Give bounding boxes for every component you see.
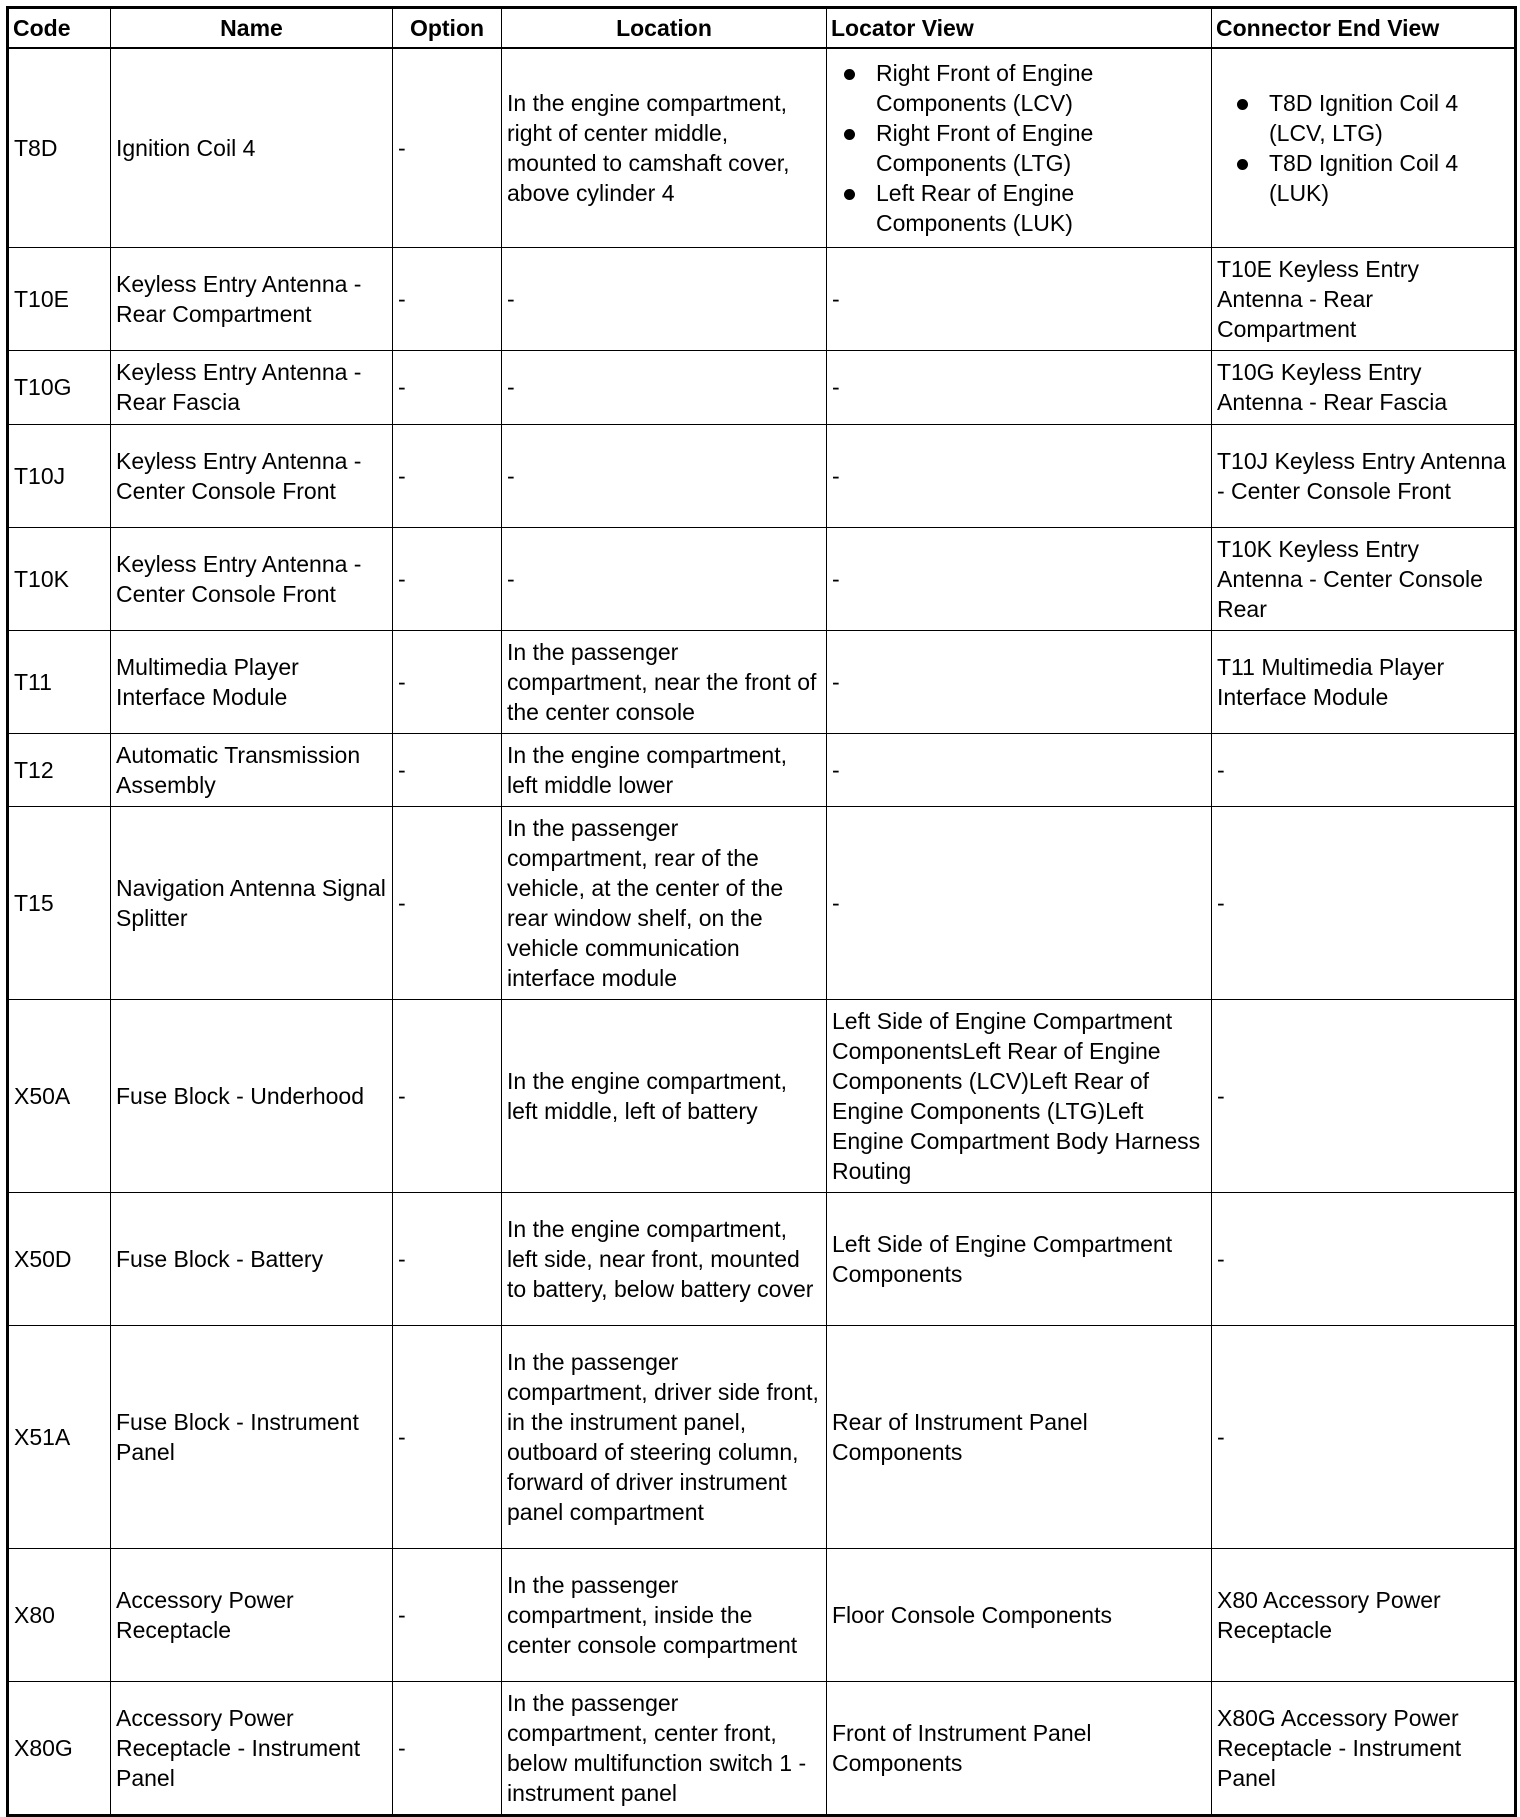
table-row [8, 350, 1516, 424]
cell-locator-view[interactable]: Front of Instrument Panel Components [827, 1681, 1212, 1815]
cell-option: - [393, 630, 502, 733]
cell-name: Multimedia Player Interface Module [111, 630, 393, 733]
cell-code: X80 [8, 1548, 111, 1681]
cell-location: In the engine compartment, left side, near front, mounted to battery, below battery cover [502, 1192, 827, 1325]
cell-name: Keyless Entry Antenna - Rear Fascia [111, 350, 393, 424]
table-row [8, 1325, 1516, 1548]
cell-code: T8D [8, 48, 111, 247]
cell-option: - [393, 733, 502, 806]
cell-location: In the passenger compartment, inside the center console compartment [502, 1548, 827, 1681]
cell-connector-end-view[interactable]: T10E Keyless Entry Antenna - Rear Compartment [1212, 247, 1516, 350]
locator-view-item[interactable]: Right Front of Engine Components (LTG) [876, 118, 1206, 178]
cell-option: - [393, 48, 502, 247]
cell-locator-view: - [827, 733, 1212, 806]
cell-code: T12 [8, 733, 111, 806]
header-row [8, 8, 1516, 49]
cell-location: In the passenger compartment, near the front of the center console [502, 630, 827, 733]
cell-connector-end-view: - [1212, 1192, 1516, 1325]
cell-name: Accessory Power Receptacle - Instrument Panel [111, 1681, 393, 1815]
cell-connector-end-view[interactable]: T10J Keyless Entry Antenna - Center Console Front [1212, 424, 1516, 527]
cell-code: T10J [8, 424, 111, 527]
cell-locator-view[interactable]: Floor Console Components [827, 1548, 1212, 1681]
cell-name: Ignition Coil 4 [111, 48, 393, 247]
cell-location: In the passenger compartment, rear of the vehicle, at the center of the rear window shelf, on the vehicle communication interface module [502, 806, 827, 999]
cell-option: - [393, 350, 502, 424]
header-code: Code [8, 8, 111, 49]
cell-locator-view: - [827, 630, 1212, 733]
table-row [8, 806, 1516, 999]
cell-connector-end-view[interactable]: T10K Keyless Entry Antenna - Center Console Rear [1212, 527, 1516, 630]
cell-name: Keyless Entry Antenna - Center Console Front [111, 527, 393, 630]
cell-code: T15 [8, 806, 111, 999]
cell-name: Fuse Block - Underhood [111, 999, 393, 1192]
cell-code: T10K [8, 527, 111, 630]
header-connector-end-view: Connector End View [1212, 8, 1516, 49]
cell-code: X51A [8, 1325, 111, 1548]
cell-connector-end-view[interactable]: T10G Keyless Entry Antenna - Rear Fascia [1212, 350, 1516, 424]
cell-option: - [393, 1325, 502, 1548]
header-option: Option [393, 8, 502, 49]
table-row [8, 48, 1516, 247]
cell-locator-view: - [827, 806, 1212, 999]
cell-location: - [502, 424, 827, 527]
table-row [8, 247, 1516, 350]
table-row [8, 733, 1516, 806]
cell-location: - [502, 350, 827, 424]
cell-locator-view [827, 48, 1212, 247]
cell-code: X50D [8, 1192, 111, 1325]
table-row [8, 1548, 1516, 1681]
cell-locator-view: - [827, 350, 1212, 424]
cell-connector-end-view[interactable]: X80 Accessory Power Receptacle [1212, 1548, 1516, 1681]
table-row [8, 424, 1516, 527]
cell-option: - [393, 806, 502, 999]
locator-view-item[interactable]: Right Front of Engine Components (LCV) [876, 58, 1206, 118]
table-row [8, 527, 1516, 630]
cell-connector-end-view[interactable]: T11 Multimedia Player Interface Module [1212, 630, 1516, 733]
cell-option: - [393, 424, 502, 527]
header-location: Location [502, 8, 827, 49]
table-row [8, 630, 1516, 733]
connector-end-view-item[interactable]: T8D Ignition Coil 4 (LCV, LTG) [1269, 88, 1509, 148]
cell-name: Automatic Transmission Assembly [111, 733, 393, 806]
cell-location: In the engine compartment, right of center middle, mounted to camshaft cover, above cylinder 4 [502, 48, 827, 247]
header-name: Name [111, 8, 393, 49]
cell-code: T10G [8, 350, 111, 424]
cell-option: - [393, 527, 502, 630]
cell-option: - [393, 1192, 502, 1325]
cell-locator-view: - [827, 247, 1212, 350]
header-locator-view: Locator View [827, 8, 1212, 49]
cell-connector-end-view [1212, 48, 1516, 247]
locator-view-item[interactable]: Left Rear of Engine Components (LUK) [876, 178, 1206, 238]
cell-code: X80G [8, 1681, 111, 1815]
cell-locator-view[interactable]: Left Side of Engine Compartment Components [827, 1192, 1212, 1325]
cell-locator-view: - [827, 424, 1212, 527]
cell-option: - [393, 1548, 502, 1681]
cell-code: T11 [8, 630, 111, 733]
cell-locator-view: - [827, 527, 1212, 630]
connector-end-view-item[interactable]: T8D Ignition Coil 4 (LUK) [1269, 148, 1509, 208]
cell-connector-end-view[interactable]: X80G Accessory Power Receptacle - Instrument Panel [1212, 1681, 1516, 1815]
cell-name: Keyless Entry Antenna - Rear Compartment [111, 247, 393, 350]
cell-connector-end-view: - [1212, 999, 1516, 1192]
cell-connector-end-view: - [1212, 1325, 1516, 1548]
cell-connector-end-view: - [1212, 733, 1516, 806]
cell-name: Fuse Block - Battery [111, 1192, 393, 1325]
cell-location: In the engine compartment, left middle lower [502, 733, 827, 806]
connector-table [6, 6, 1517, 1817]
cell-option: - [393, 247, 502, 350]
table-row [8, 999, 1516, 1192]
cell-location: In the engine compartment, left middle, left of battery [502, 999, 827, 1192]
cell-name: Accessory Power Receptacle [111, 1548, 393, 1681]
cell-name: Fuse Block - Instrument Panel [111, 1325, 393, 1548]
cell-code: X50A [8, 999, 111, 1192]
cell-location: - [502, 247, 827, 350]
table-row [8, 1192, 1516, 1325]
cell-connector-end-view: - [1212, 806, 1516, 999]
cell-locator-view[interactable]: Left Side of Engine Compartment ComponentsLeft Rear of Engine Components (LCV)Left Rear of Engine Components (LTG)Left Engine Compartment Body Harness Routing [827, 999, 1212, 1192]
cell-option: - [393, 1681, 502, 1815]
cell-locator-view[interactable]: Rear of Instrument Panel Components [827, 1325, 1212, 1548]
cell-location: In the passenger compartment, driver side front, in the instrument panel, outboard of steering column, forward of driver instrument panel compartment [502, 1325, 827, 1548]
cell-location: In the passenger compartment, center front, below multifunction switch 1 - instrument panel [502, 1681, 827, 1815]
cell-name: Keyless Entry Antenna - Center Console Front [111, 424, 393, 527]
cell-code: T10E [8, 247, 111, 350]
table-row [8, 1681, 1516, 1815]
cell-name: Navigation Antenna Signal Splitter [111, 806, 393, 999]
cell-option: - [393, 999, 502, 1192]
cell-location: - [502, 527, 827, 630]
